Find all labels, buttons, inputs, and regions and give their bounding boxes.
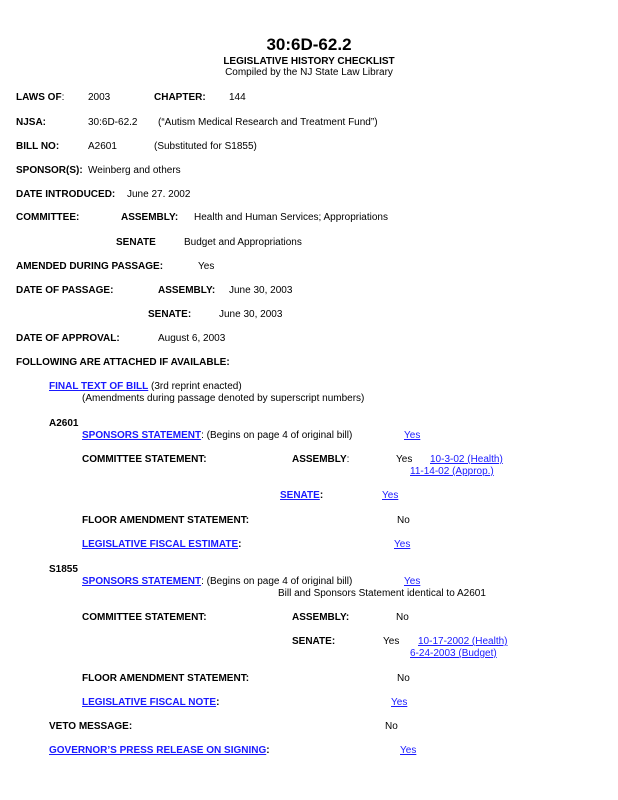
s1855-fiscal-colon: :: [216, 697, 220, 708]
governor-colon: :: [266, 745, 270, 756]
passage-senate-value: June 30, 2003: [219, 309, 283, 320]
committee-assembly-label: ASSEMBLY:: [121, 212, 179, 223]
chapter-value: 144: [229, 92, 246, 103]
s1855-fiscal-note-link[interactable]: LEGISLATIVE FISCAL NOTE: [82, 697, 217, 708]
a2601-assembly-colon: :: [346, 454, 350, 465]
chapter-label: CHAPTER:: [154, 92, 206, 103]
bill-no-label: BILL NO:: [16, 141, 60, 152]
s1855-senate-health-link[interactable]: 10-17-2002 (Health): [418, 636, 508, 647]
passage-label: DATE OF PASSAGE:: [16, 285, 114, 296]
veto-value: No: [385, 721, 398, 732]
s1855-sponsors-note: : (Begins on page 4 of original bill): [201, 576, 353, 587]
amendments-note: (Amendments during passage denoted by superscript numbers): [82, 393, 365, 404]
njsa-value: 30:6D-62.2: [88, 117, 138, 128]
date-introduced-value: June 27. 2002: [127, 189, 191, 200]
s1855-senate-yes: Yes: [383, 636, 400, 647]
a2601-assembly-label: ASSEMBLY: [292, 454, 347, 465]
veto-label: VETO MESSAGE:: [49, 721, 133, 732]
laws-of-label: LAWS OF: [16, 92, 62, 103]
a2601-committee-label: COMMITTEE STATEMENT:: [82, 454, 207, 465]
s1855-heading: S1855: [49, 564, 78, 575]
approval-value: August 6, 2003: [158, 333, 226, 344]
a2601-assembly-yes: Yes: [396, 454, 413, 465]
a2601-sponsors-statement-link[interactable]: SPONSORS STATEMENT: [82, 430, 202, 441]
a2601-senate-link[interactable]: SENATE: [280, 490, 320, 501]
a2601-fiscal-colon: :: [238, 539, 242, 550]
amended-value: Yes: [198, 261, 215, 272]
a2601-floor-label: FLOOR AMENDMENT STATEMENT:: [82, 515, 250, 526]
a2601-sponsors-yes-link[interactable]: Yes: [404, 430, 421, 441]
s1855-assembly-label: ASSEMBLY:: [292, 612, 350, 623]
final-text-line: [49, 381, 242, 393]
s1855-floor-value: No: [397, 673, 410, 684]
s1855-senate-budget-link[interactable]: 6-24-2003 (Budget): [410, 648, 497, 659]
laws-of-field: [16, 92, 64, 104]
a2601-assembly-field: [292, 454, 349, 466]
committee-label: COMMITTEE:: [16, 212, 80, 223]
s1855-sponsors-line: [82, 576, 352, 588]
a2601-senate-yes-link[interactable]: Yes: [382, 490, 399, 501]
approval-label: DATE OF APPROVAL:: [16, 333, 120, 344]
committee-senate-label: SENATE: [116, 237, 156, 248]
final-text-link[interactable]: FINAL TEXT OF BILL: [49, 381, 149, 392]
a2601-senate-field: [280, 490, 323, 502]
date-introduced-label: DATE INTRODUCED:: [16, 189, 116, 200]
passage-assembly-value: June 30, 2003: [229, 285, 293, 296]
a2601-assembly-health-link[interactable]: 10-3-02 (Health): [430, 454, 503, 465]
committee-senate-value: Budget and Appropriations: [184, 237, 302, 248]
a2601-heading: A2601: [49, 418, 79, 429]
page-title: 30:6D-62.2: [266, 35, 352, 54]
governor-yes-link[interactable]: Yes: [400, 745, 417, 756]
a2601-fiscal-line: [82, 539, 241, 551]
a2601-assembly-approp-link[interactable]: 11-14-02 (Approp.): [410, 466, 494, 477]
governor-press-release-link[interactable]: GOVERNOR’S PRESS RELEASE ON SIGNING: [49, 745, 267, 756]
s1855-sponsors-yes-link[interactable]: Yes: [404, 576, 421, 587]
bill-no-value: A2601: [88, 141, 117, 152]
sponsors-value: Weinberg and others: [88, 165, 181, 176]
checklist-subtitle: LEGISLATIVE HISTORY CHECKLIST: [223, 56, 395, 67]
bill-no-note: (Substituted for S1855): [154, 141, 257, 152]
s1855-senate-label: SENATE:: [292, 636, 336, 647]
s1855-assembly-value: No: [396, 612, 409, 623]
a2601-sponsors-note: : (Begins on page 4 of original bill): [201, 430, 353, 441]
governor-line: [49, 745, 270, 757]
attached-heading: FOLLOWING ARE ATTACHED IF AVAILABLE:: [16, 357, 230, 368]
a2601-senate-colon: :: [319, 490, 324, 501]
s1855-floor-label: FLOOR AMENDMENT STATEMENT:: [82, 673, 250, 684]
s1855-sponsors-statement-link[interactable]: SPONSORS STATEMENT: [82, 576, 202, 587]
s1855-committee-label: COMMITTEE STATEMENT:: [82, 612, 207, 623]
passage-assembly-label: ASSEMBLY:: [158, 285, 216, 296]
a2601-fiscal-estimate-link[interactable]: LEGISLATIVE FISCAL ESTIMATE: [82, 539, 239, 550]
compiled-by: Compiled by the NJ State Law Library: [225, 67, 393, 78]
amended-label: AMENDED DURING PASSAGE:: [16, 261, 164, 272]
passage-senate-label: SENATE:: [148, 309, 192, 320]
s1855-fiscal-yes-link[interactable]: Yes: [391, 697, 408, 708]
a2601-fiscal-yes-link[interactable]: Yes: [394, 539, 411, 550]
njsa-label: NJSA:: [16, 117, 47, 128]
a2601-sponsors-line: [82, 430, 352, 442]
final-text-note: (3rd reprint enacted): [148, 381, 242, 392]
s1855-fiscal-line: [82, 697, 219, 709]
a2601-floor-value: No: [397, 515, 410, 526]
committee-assembly-value: Health and Human Services; Appropriations: [194, 212, 388, 223]
njsa-name: (“Autism Medical Research and Treatment Fund”): [158, 117, 378, 128]
laws-of-colon: :: [61, 92, 65, 103]
s1855-identical-note: Bill and Sponsors Statement identical to A2601: [278, 588, 486, 599]
sponsors-label: SPONSOR(S):: [16, 165, 83, 176]
laws-of-value: 2003: [88, 92, 111, 103]
